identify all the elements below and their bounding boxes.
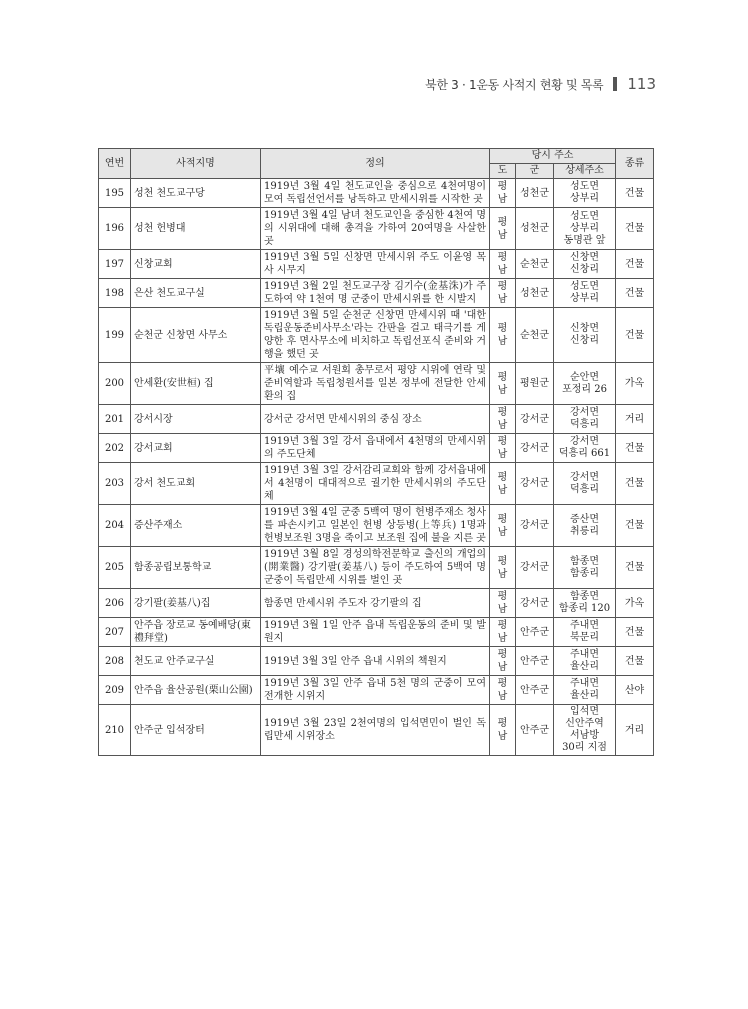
table-row: [99, 279, 654, 308]
county: 강서군: [516, 547, 554, 589]
header-site-name: 사적지명: [131, 149, 261, 179]
detail-address: [554, 250, 616, 279]
detail-line: 함종면: [570, 591, 599, 602]
province: 평남: [490, 618, 516, 647]
site-name: 강기팔(姜基八)집: [131, 589, 261, 618]
detail-line: 순안면: [570, 371, 599, 383]
site-type: 건물: [616, 250, 654, 279]
detail-line: 상부리: [570, 193, 599, 204]
table-row: [99, 208, 654, 250]
county: 평원군: [516, 363, 554, 405]
county: 강서군: [516, 405, 554, 434]
county: 안주군: [516, 618, 554, 647]
detail-line: 상부리: [570, 293, 599, 304]
detail-line: 덕흥리: [570, 419, 599, 430]
site-type: 건물: [616, 208, 654, 250]
site-definition: 함종면 만세시위 주도자 강기팔의 집: [261, 589, 490, 618]
province: 평남: [490, 250, 516, 279]
table-row: [99, 405, 654, 434]
table-row: [99, 250, 654, 279]
detail-line: 상부리: [570, 222, 599, 234]
detail-address: [554, 705, 616, 756]
site-name: 함종공립보통학교: [131, 547, 261, 589]
province: 평남: [490, 179, 516, 208]
table-row: [99, 363, 654, 405]
province: 평남: [490, 647, 516, 676]
site-type: 건물: [616, 505, 654, 547]
county: 강서군: [516, 589, 554, 618]
detail-line: 강서면: [570, 407, 599, 418]
detail-line: 강서면: [570, 436, 599, 447]
province: 평남: [490, 363, 516, 405]
row-number: 210: [99, 705, 131, 756]
detail-address: [554, 505, 616, 547]
detail-line: 취릉리: [570, 525, 599, 537]
detail-line: 입석면: [570, 706, 599, 717]
county: 순천군: [516, 308, 554, 363]
site-name: 강서교회: [131, 434, 261, 463]
row-number: 200: [99, 363, 131, 405]
site-definition: 1919년 3월 4일 군중 5백여 명이 헌병주재소 청사를 파손시키고 일본인 헌병 상등병(上等兵) 1명과 헌병보조원 3명을 죽이고 보조원 집에 불을 지른 곳: [261, 505, 490, 547]
province: 평남: [490, 434, 516, 463]
county: 강서군: [516, 434, 554, 463]
row-number: 202: [99, 434, 131, 463]
detail-line: 신창면: [570, 252, 599, 263]
detail-line: 신창리: [570, 264, 599, 275]
detail-address: [554, 405, 616, 434]
detail-line: 30리 지점: [562, 742, 607, 753]
row-number: 201: [99, 405, 131, 434]
site-name: 강서 천도교회: [131, 463, 261, 505]
row-number: 198: [99, 279, 131, 308]
row-number: 204: [99, 505, 131, 547]
table-row: [99, 705, 654, 756]
table-body: [99, 179, 654, 756]
site-type: 건물: [616, 463, 654, 505]
site-name: 안주읍 율산공원(栗山公園): [131, 676, 261, 705]
province: 평남: [490, 505, 516, 547]
county: 성천군: [516, 179, 554, 208]
table-row: [99, 179, 654, 208]
detail-address: [554, 589, 616, 618]
province: 평남: [490, 208, 516, 250]
detail-address: [554, 279, 616, 308]
table-row: [99, 463, 654, 505]
county: 강서군: [516, 463, 554, 505]
row-number: 205: [99, 547, 131, 589]
header-address: 당시 주소: [490, 149, 616, 164]
province: 평남: [490, 547, 516, 589]
site-name: 성천 헌병대: [131, 208, 261, 250]
site-type: 건물: [616, 308, 654, 363]
row-number: 197: [99, 250, 131, 279]
detail-address: [554, 463, 616, 505]
province: 평남: [490, 463, 516, 505]
table-row: [99, 505, 654, 547]
site-type: 가옥: [616, 363, 654, 405]
county: 안주군: [516, 705, 554, 756]
site-definition: 1919년 3월 5일 순천군 신창면 만세시위 때 '대한독립운동준비사무소'라는 간판을 걸고 태극기를 게양한 후 면사무소에 비치하고 독립선포식 준비와 거행을 했던 곳: [261, 308, 490, 363]
detail-address: [554, 208, 616, 250]
site-definition: 1919년 3월 23일 2천여명의 입석면민이 벌인 독립만세 시위장소: [261, 705, 490, 756]
site-type: 건물: [616, 618, 654, 647]
site-type: 건물: [616, 279, 654, 308]
detail-address: [554, 618, 616, 647]
county: 강서군: [516, 505, 554, 547]
county: 안주군: [516, 676, 554, 705]
detail-line: 북문리: [570, 632, 599, 643]
site-name: 안세환(安世桓) 집: [131, 363, 261, 405]
table-row: [99, 308, 654, 363]
site-type: 산야: [616, 676, 654, 705]
site-name: 천도교 안주교구실: [131, 647, 261, 676]
header-no: 연번: [99, 149, 131, 179]
detail-address: [554, 434, 616, 463]
detail-address: [554, 363, 616, 405]
county: 안주군: [516, 647, 554, 676]
detail-line: 함종면: [570, 555, 599, 567]
table-row: [99, 547, 654, 589]
detail-address: [554, 308, 616, 363]
detail-line: 동명관 앞: [563, 234, 606, 246]
row-number: 196: [99, 208, 131, 250]
detail-line: 강서면: [570, 471, 599, 483]
detail-line: 성도면: [570, 281, 599, 292]
table-row: [99, 618, 654, 647]
detail-line: 성도면: [570, 210, 599, 222]
province: 평남: [490, 308, 516, 363]
header-divider-bar: [613, 77, 617, 91]
row-number: 208: [99, 647, 131, 676]
page-header: [425, 74, 656, 94]
site-name: 증산주재소: [131, 505, 261, 547]
detail-line: 신안주역: [565, 718, 604, 729]
detail-address: [554, 547, 616, 589]
row-number: 203: [99, 463, 131, 505]
row-number: 207: [99, 618, 131, 647]
table-row: [99, 676, 654, 705]
detail-line: 신창면: [570, 323, 599, 334]
site-type: 건물: [616, 434, 654, 463]
header-detail: 상세주소: [554, 164, 616, 179]
site-type: 거리: [616, 705, 654, 756]
detail-line: 증산면: [570, 513, 599, 525]
detail-address: [554, 676, 616, 705]
site-definition: 1919년 3월 3일 강서 읍내에서 4천명의 만세시위의 주도단체: [261, 434, 490, 463]
county: 성천군: [516, 279, 554, 308]
detail-line: 함종리: [570, 567, 599, 579]
site-definition: 1919년 3월 1일 안주 읍내 독립운동의 준비 및 발원지: [261, 618, 490, 647]
row-number: 195: [99, 179, 131, 208]
site-definition: 1919년 3월 4일 남녀 천도교인을 중심한 4천여 명의 시위대에 대해 총격을 가하여 20여명을 사살한 곳: [261, 208, 490, 250]
province: 평남: [490, 705, 516, 756]
header-type: 종류: [616, 149, 654, 179]
site-definition: 1919년 3월 2일 천도교구장 김기수(金基洙)가 주도하여 약 1천여 명 군중이 만세시위를 한 시발지: [261, 279, 490, 308]
province: 평남: [490, 589, 516, 618]
site-name: 성천 천도교구당: [131, 179, 261, 208]
header-province: 도: [490, 164, 516, 179]
county: 순천군: [516, 250, 554, 279]
header-county: 군: [516, 164, 554, 179]
detail-line: 율산리: [570, 690, 599, 701]
row-number: 209: [99, 676, 131, 705]
site-type: 건물: [616, 547, 654, 589]
province: 평남: [490, 405, 516, 434]
detail-line: 덕흥리 661: [558, 448, 611, 459]
header-definition: 정의: [261, 149, 490, 179]
row-number: 206: [99, 589, 131, 618]
site-definition: 1919년 3월 3일 안주 읍내 시위의 책원지: [261, 647, 490, 676]
detail-line: 성도면: [570, 181, 599, 192]
site-type: 건물: [616, 179, 654, 208]
site-type: 건물: [616, 647, 654, 676]
detail-address: [554, 179, 616, 208]
site-name: 신창교회: [131, 250, 261, 279]
site-type: 가옥: [616, 589, 654, 618]
detail-line: 포정리 26: [562, 383, 607, 395]
site-name: 순천군 신창면 사무소: [131, 308, 261, 363]
site-definition: 平壤 예수교 서원회 총무로서 평양 시위에 연락 및 준비역할과 독립청원서를 일본 정부에 전달한 안세환의 집: [261, 363, 490, 405]
detail-line: 서남방: [570, 730, 599, 741]
detail-line: 신창리: [570, 335, 599, 346]
site-name: 안주읍 장로교 동예배당(東禮拜堂): [131, 618, 261, 647]
detail-line: 주내면: [570, 678, 599, 689]
province: 평남: [490, 279, 516, 308]
table-row: [99, 589, 654, 618]
site-definition: 1919년 3월 3일 강서감리교회와 함께 강서읍내에서 4천명이 대대적으로 궐기한 만세시위의 주도단체: [261, 463, 490, 505]
province: 평남: [490, 676, 516, 705]
table-row: [99, 647, 654, 676]
detail-line: 율산리: [570, 661, 599, 672]
detail-line: 함종리 120: [558, 603, 611, 614]
site-name: 강서시장: [131, 405, 261, 434]
site-definition: 1919년 3월 3일 안주 읍내 5천 명의 군중이 모여 전개한 시위지: [261, 676, 490, 705]
detail-line: 주내면: [570, 649, 599, 660]
detail-address: [554, 647, 616, 676]
site-definition: 강서군 강서면 만세시위의 중심 장소: [261, 405, 490, 434]
site-definition: 1919년 3월 4일 천도교인을 중심으로 4천여명이 모여 독립선언서를 낭독하고 만세시위를 시작한 곳: [261, 179, 490, 208]
running-title: 북한 3 · 1운동 사적지 현황 및 목록: [425, 77, 604, 92]
site-definition: 1919년 3월 5일 신창면 만세시위 주도 이윤영 목사 시무지: [261, 250, 490, 279]
row-number: 199: [99, 308, 131, 363]
site-type: 거리: [616, 405, 654, 434]
site-name: 은산 천도교구실: [131, 279, 261, 308]
page-number: 113: [627, 75, 656, 93]
detail-line: 주내면: [570, 620, 599, 631]
table-row: [99, 434, 654, 463]
county: 성천군: [516, 208, 554, 250]
detail-line: 덕흥리: [570, 483, 599, 495]
site-definition: 1919년 3월 8일 경성의학전문학교 출신의 개업의(開業醫) 강기팔(姜基八) 등이 주도하여 5백여 명 군중이 독립만세 시위를 벌인 곳: [261, 547, 490, 589]
site-name: 안주군 입석장터: [131, 705, 261, 756]
historic-sites-table: [98, 148, 654, 756]
